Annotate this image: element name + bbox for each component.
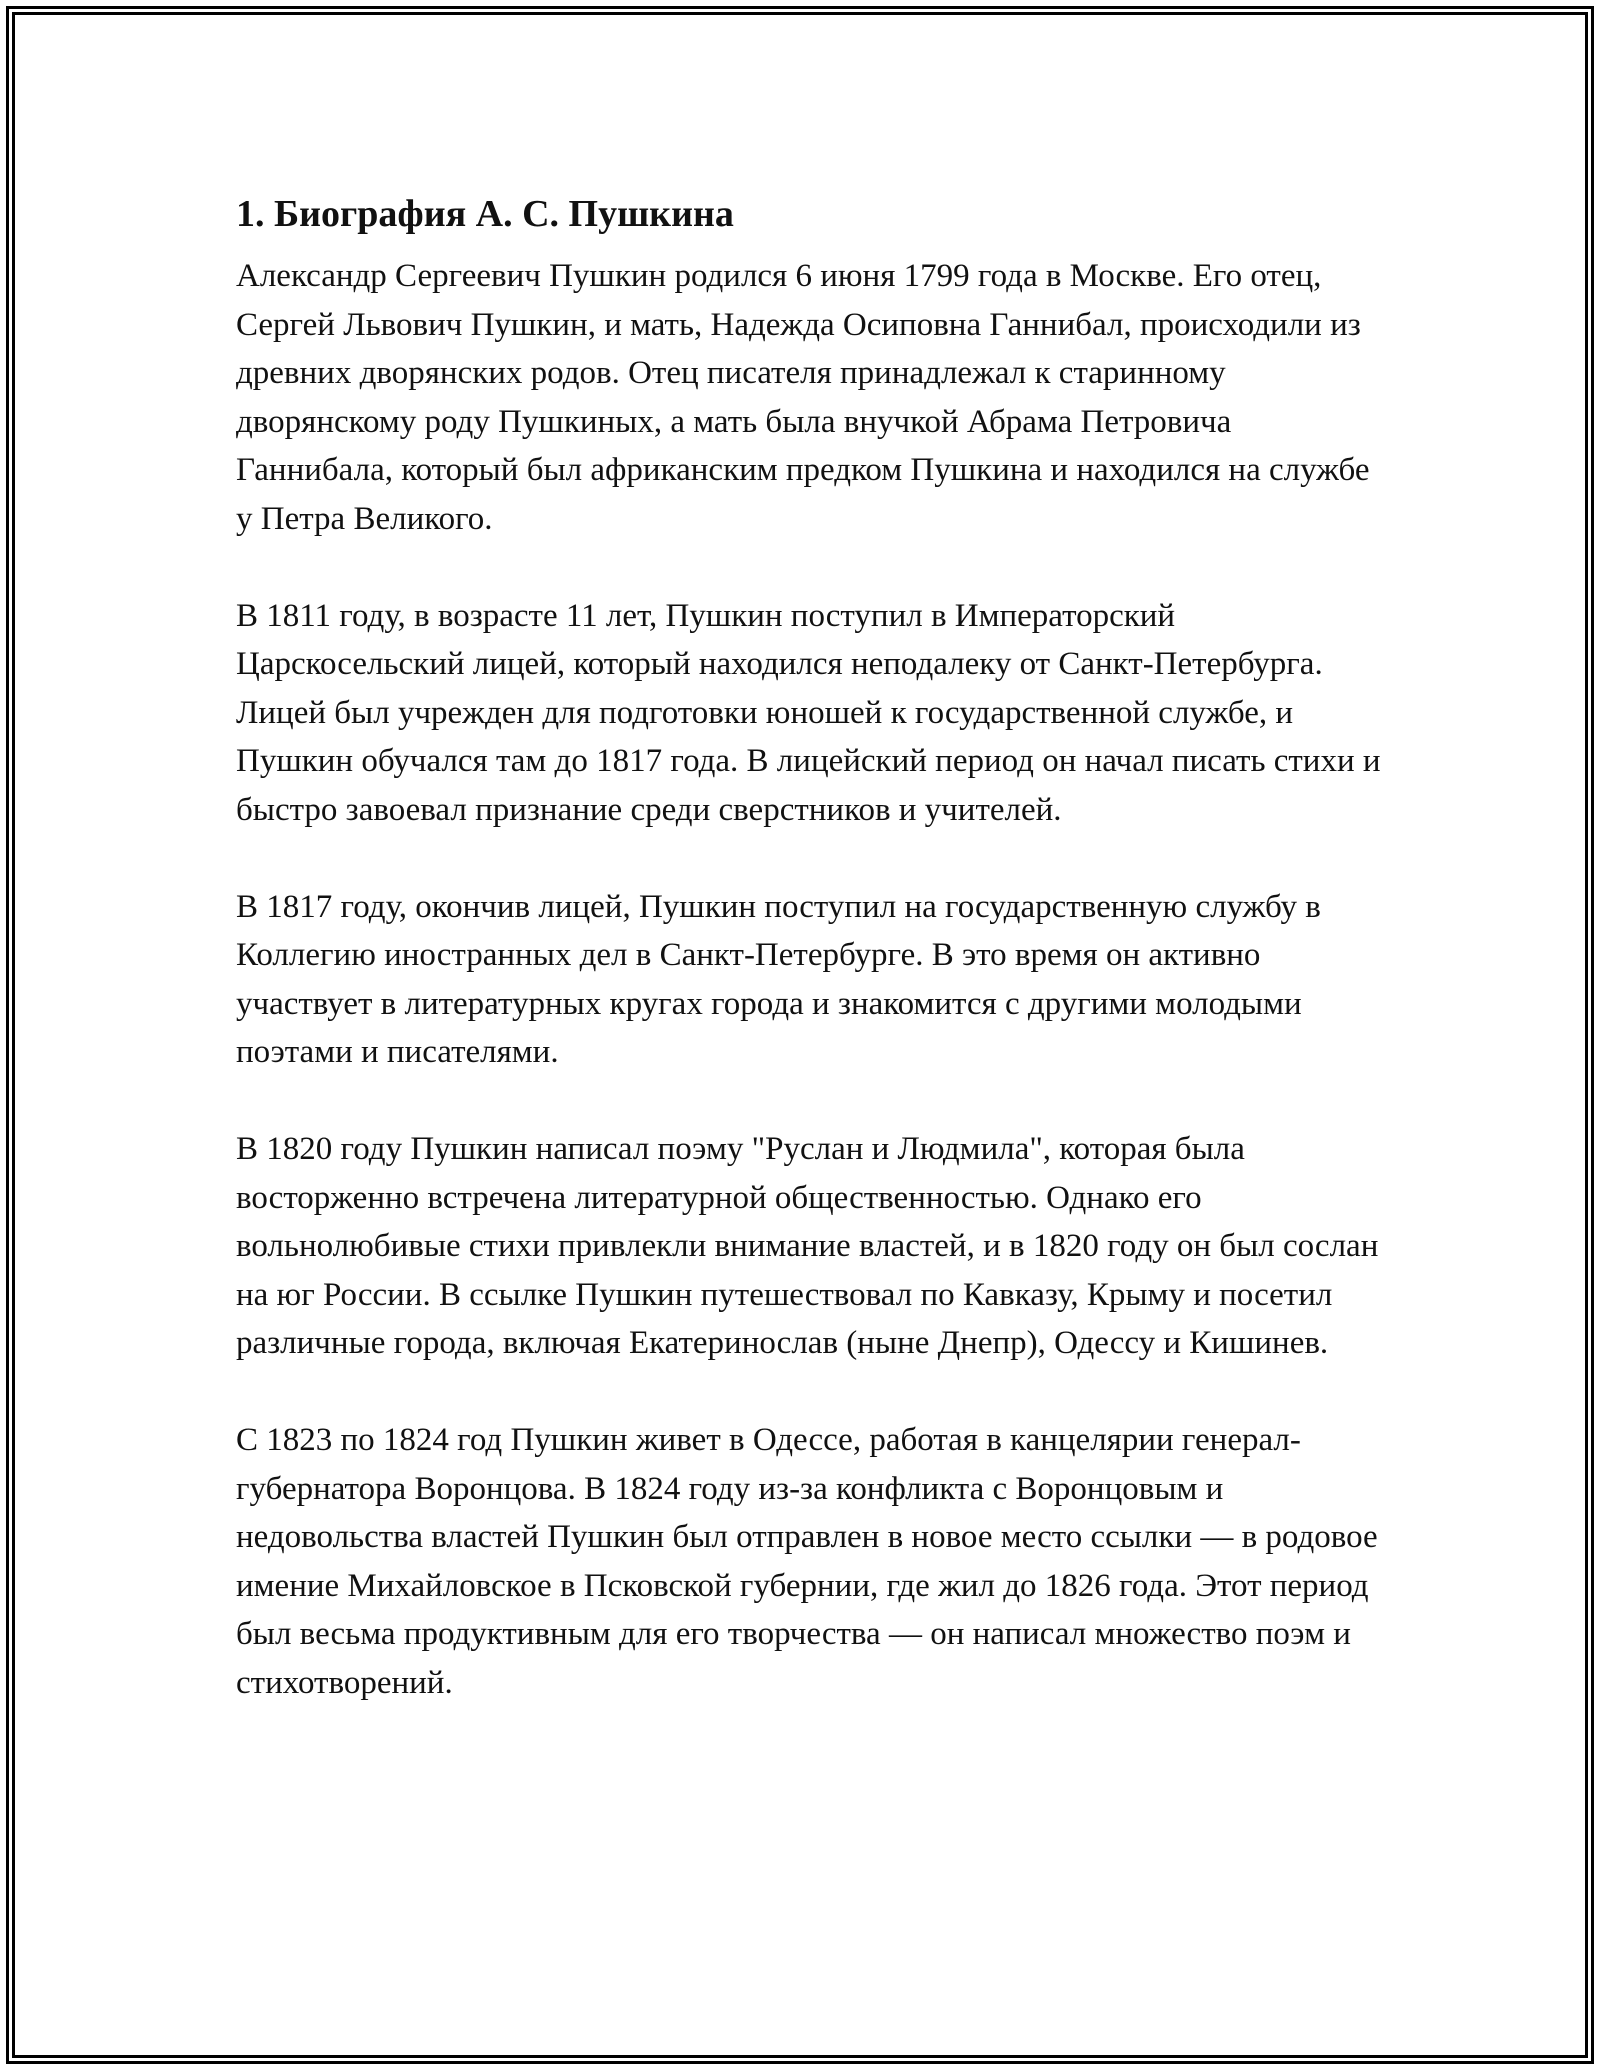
paragraph-odessa-mikhailovskoe: С 1823 по 1824 год Пушкин живет в Одессе, работая в канцелярии генерал-губернатора Воронцова. В 1824 году из-за конфликта с Воронцовым и недовольства властей Пушкин был отправлен в новое место ссылки — в родовое имение Михайловское в Псковской губернии, где жил до 1826 года. Этот период был весьма продуктивным для его творчества — он написал множество поэм и стихотворений. xyxy=(236,1422,1378,1701)
paragraph-service: В 1817 году, окончив лицей, Пушкин поступил на государственную службу в Коллегию иностранных дел в Санкт-Петербурге. В это время он активно участвует в литературных кругах города и знакомится с другими молодыми поэтами и писателями. xyxy=(236,888,1321,1070)
document-body xyxy=(236,186,1386,1756)
paragraph-lyceum: В 1811 году, в возрасте 11 лет, Пушкин поступил в Императорский Царскосельский лицей, который находился неподалеку от Санкт-Петербурга. Лицей был учрежден для подготовки юношей к государственной службе, и Пушкин обучался там до 1817 года. В лицейский период он начал писать стихи и быстро завоевал признание среди сверстников и учителей. xyxy=(236,597,1381,828)
paragraph-birth: Александр Сергеевич Пушкин родился 6 июня 1799 года в Москве. Его отец, Сергей Львович Пушкин, и мать, Надежда Осиповна Ганнибал, происходили из древних дворянских родов. Отец писателя принадлежал к старинному дворянскому роду Пушкиных, а мать была внучкой Абрама Петровича Ганнибала, который был африканским предком Пушкина и находился на службе у Петра Великого. xyxy=(236,258,1370,537)
section-heading: 1. Биография А. С. Пушкина xyxy=(236,193,734,235)
paragraph-exile-south: В 1820 году Пушкин написал поэму "Руслан и Людмила", которая была восторженно встречена литературной общественностью. Однако его вольнолюбивые стихи привлекли внимание властей, и в 1820 году он был сослан на юг России. В ссылке Пушкин путешествовал по Кавказу, Крыму и посетил различные города, включая Екатеринослав (ныне Днепр), Одессу и Кишинев. xyxy=(236,1131,1379,1361)
